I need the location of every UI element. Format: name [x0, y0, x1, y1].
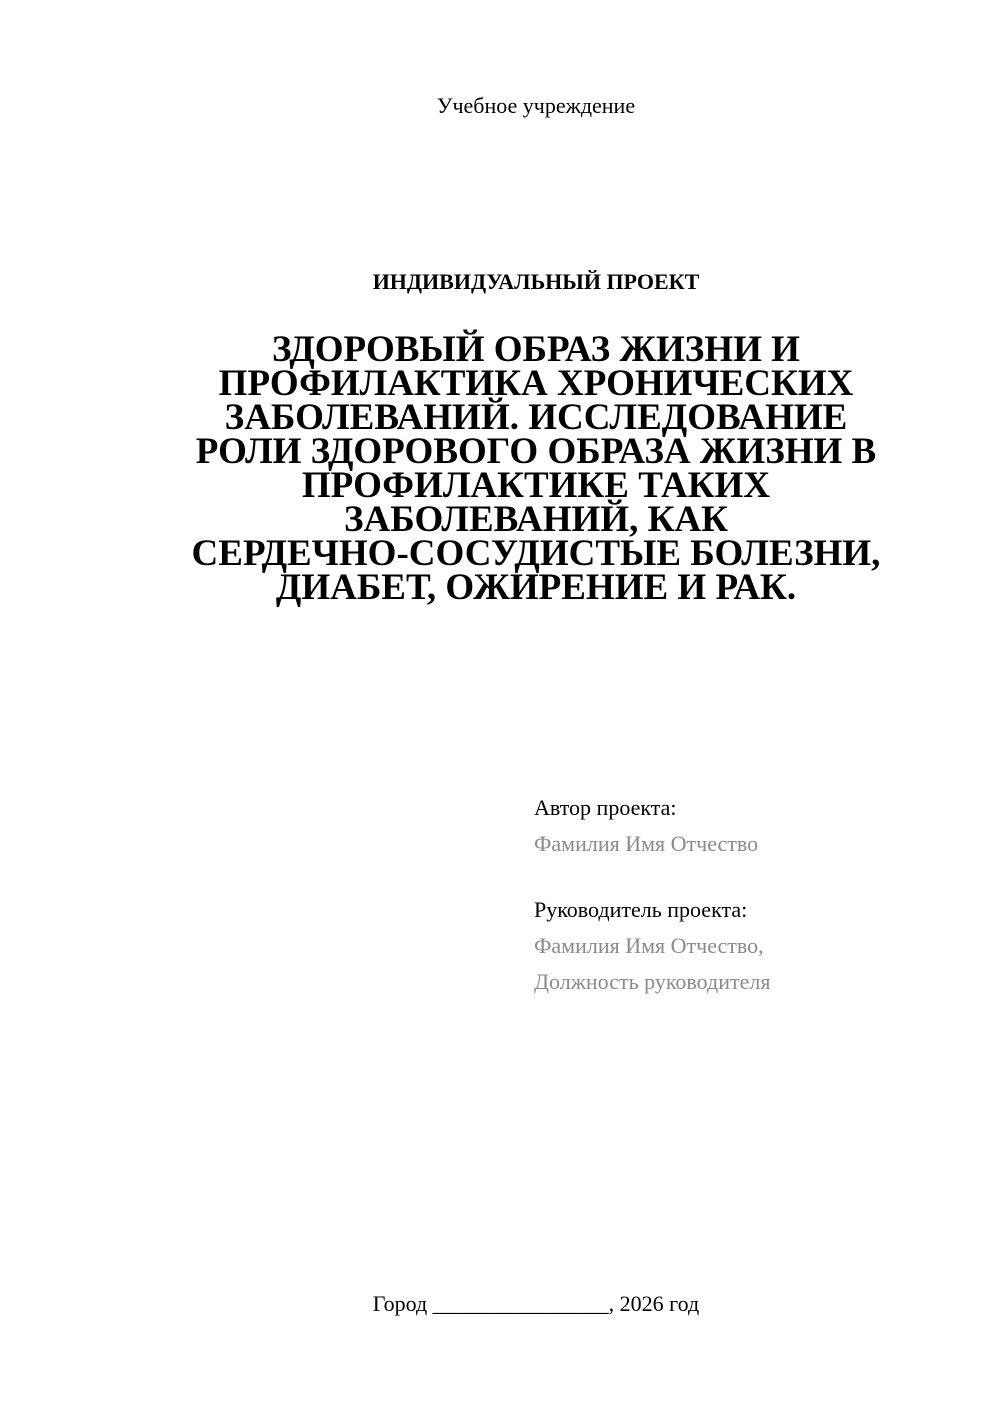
people-block	[534, 790, 770, 1000]
title-line: ЗАБОЛЕВАНИЙ, КАК	[344, 499, 728, 540]
title-line: СЕРДЕЧНО-СОСУДИСТЫЕ БОЛЕЗНИ,	[191, 533, 881, 574]
title-line: ДИАБЕТ, ОЖИРЕНИЕ И РАК.	[275, 567, 797, 608]
title-line: ПРОФИЛАКТИКЕ ТАКИХ	[301, 465, 771, 506]
title-line: ЗАБОЛЕВАНИЙ. ИССЛЕДОВАНИЕ	[224, 397, 848, 438]
supervisor-name: Фамилия Имя Отчество,	[534, 933, 764, 958]
title-line: ЗДОРОВЫЙ ОБРАЗ ЖИЗНИ И	[272, 329, 800, 370]
project-title	[150, 329, 922, 608]
supervisor-position: Должность руководителя	[534, 969, 771, 994]
title-line: ПРОФИЛАКТИКА ХРОНИЧЕСКИХ	[218, 363, 854, 404]
city-year: Город ________________, 2026 год	[372, 1291, 700, 1316]
supervisor-label: Руководитель проекта:	[534, 897, 748, 922]
title-line: РОЛИ ЗДОРОВОГО ОБРАЗА ЖИЗНИ В	[195, 431, 877, 472]
spacer	[534, 862, 770, 892]
author-label: Автор проекта:	[534, 795, 677, 820]
institution-name: Учебное учреждение	[436, 93, 636, 118]
project-type: ИНДИВИДУАЛЬНЫЙ ПРОЕКТ	[372, 269, 700, 294]
author-name: Фамилия Имя Отчество	[534, 831, 759, 856]
